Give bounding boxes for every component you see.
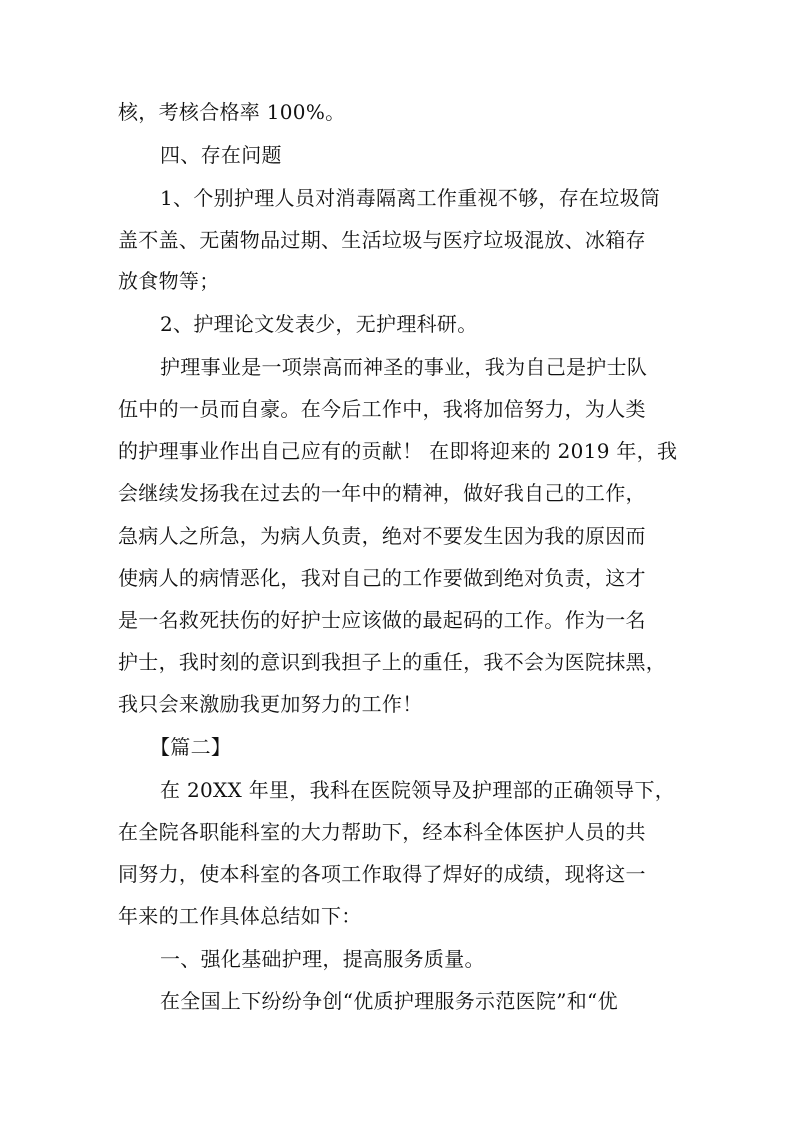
text-line-4: 盖不盖、无菌物品过期、生活垃圾与医疗垃圾混放、冰箱存 bbox=[118, 228, 646, 252]
text-line-11: 急病人之所急，为病人负责，绝对不要发生因为我的原因而 bbox=[118, 524, 646, 548]
text-line-15: 我只会来激励我更加努力的工作！ bbox=[118, 692, 423, 716]
text-line-12: 使病人的病情恶化，我对自己的工作要做到绝对负责，这才 bbox=[118, 566, 646, 590]
text-line-9: 的护理事业作出自己应有的贡献！ 在即将迎来的 2019 年，我 bbox=[118, 439, 678, 463]
text-line-3: 1、个别护理人员对消毒隔离工作重视不够，存在垃圾筒 bbox=[160, 186, 661, 210]
text-line-13: 是一名救死扶伤的好护士应该做的最起码的工作。作为一名 bbox=[118, 608, 646, 632]
text-line-20: 年来的工作具体总结如下： bbox=[118, 904, 362, 928]
text-line-10: 会继续发扬我在过去的一年中的精神，做好我自己的工作， bbox=[118, 481, 646, 505]
text-line-8: 伍中的一员而自豪。在今后工作中，我将加倍努力，为人类 bbox=[118, 397, 646, 421]
text-line-6: 2、护理论文发表少，无护理科研。 bbox=[160, 312, 478, 336]
text-line-7: 护理事业是一项崇高而神圣的事业，我为自己是护士队 bbox=[160, 355, 648, 379]
text-line-5: 放食物等； bbox=[118, 269, 220, 293]
text-line-1: 核，考核合格率 100%。 bbox=[118, 100, 346, 124]
section-heading-basic-nursing: 一、强化基础护理，提高服务质量。 bbox=[160, 947, 485, 971]
text-line-14: 护士，我时刻的意识到我担子上的重任，我不会为医院抹黑， bbox=[118, 650, 667, 674]
text-line-18: 在全院各职能科室的大力帮助下，经本科全体医护人员的共 bbox=[118, 820, 646, 844]
section-heading-problems: 四、存在问题 bbox=[160, 143, 282, 167]
text-line-19: 同努力，使本科室的各项工作取得了焊好的成绩，现将这一 bbox=[118, 862, 646, 886]
text-line-22: 在全国上下纷纷争创“优质护理服务示范医院”和“优 bbox=[160, 989, 618, 1013]
section-heading-part-two: 【篇二】 bbox=[150, 735, 232, 759]
text-line-17: 在 20XX 年里，我科在医院领导及护理部的正确领导下， bbox=[160, 778, 676, 802]
